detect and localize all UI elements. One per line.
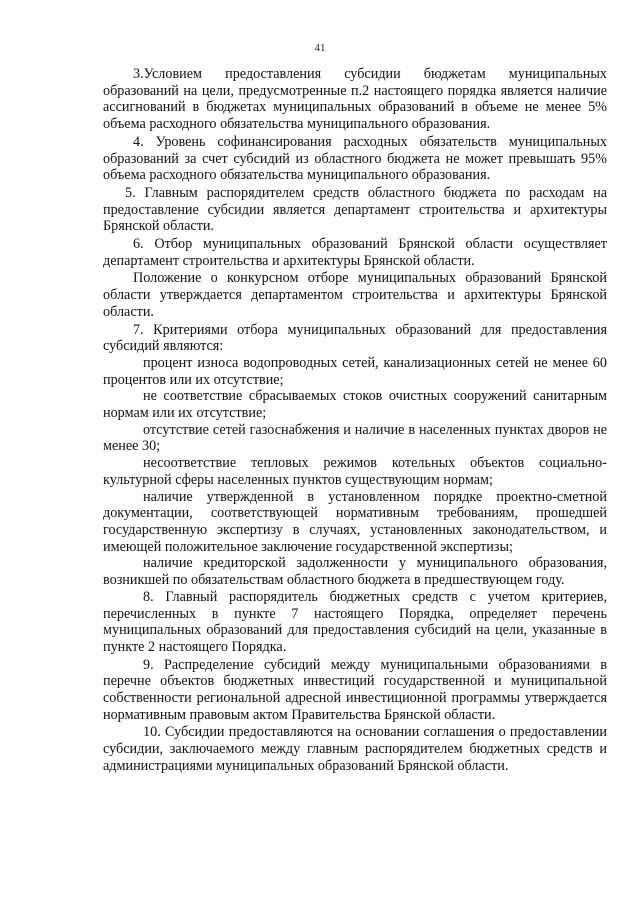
paragraph-5: 5. Главным распорядителем средств областного бюджета по расходам на предоставление субсидии является департамент строительства и архитектуры Брянской области. bbox=[103, 184, 607, 235]
paragraph-9: 9. Распределение субсидий между муниципальными образованиями в перечне объектов бюджетных инвестиций государственной и муниципальной собственности региональной адресной инвестиционной программы утверждается нормативным правовым актом Правительства Брянской области. bbox=[103, 656, 607, 723]
paragraph-regulation: Положение о конкурсном отборе муниципальных образований Брянской области утверждается департаментом строительства и архитектуры Брянской области. bbox=[103, 270, 607, 320]
criterion-debt: наличие кредиторской задолженности у муниципального образования, возникшей по обязательствам областного бюджета в предшествующем году. bbox=[103, 555, 607, 589]
criterion-gas-supply: отсутствие сетей газоснабжения и наличие в населенных пунктах дворов не менее 30; bbox=[103, 421, 607, 455]
paragraph-7: 7. Критериями отбора муниципальных образований для предоставления субсидий являются: bbox=[103, 321, 607, 355]
paragraph-4: 4. Уровень софинансирования расходных обязательств муниципальных образований за счет субсидий из областного бюджета не может превышать 95% объема расходного обязательства муниципального образования. bbox=[103, 133, 607, 184]
criterion-project-documentation: наличие утвержденной в установленном порядке проектно-сметной документации, соответствующей нормативным требованиям, прошедшей государственную экспертизу в случаях, установленных законодательством, и имеющей положительное заключение государственной экспертизы; bbox=[103, 488, 607, 555]
criterion-water-networks: процент износа водопроводных сетей, канализационных сетей не менее 60 процентов или их отсутствие; bbox=[103, 354, 607, 388]
document-body bbox=[103, 66, 607, 775]
paragraph-10: 10. Субсидии предоставляются на основании соглашения о предоставлении субсидии, заключаемого между главным распорядителем бюджетных средств и администрациями муниципальных образований Брянской области. bbox=[103, 724, 607, 774]
page-number: 41 bbox=[314, 42, 326, 54]
paragraph-3: 3.Условием предоставления субсидии бюджетам муниципальных образований на цели, предусмотренные п.2 настоящего порядка является наличие ассигнований в бюджетах муниципальных образований в объеме не менее 5% объема расходного обязательства муниципального образования. bbox=[103, 66, 607, 133]
paragraph-8: 8. Главный распорядитель бюджетных средств с учетом критериев, перечисленных в пункте 7 настоящего Порядка, определяет перечень муниципальных образований для предоставления субсидий на цели, указанные в пункте 2 настоящего Порядка. bbox=[103, 588, 607, 655]
criterion-heating: несоответствие тепловых режимов котельных объектов социально-культурной сферы населенных пунктов существующим нормам; bbox=[103, 455, 607, 488]
criterion-wastewater: не соответствие сбрасываемых стоков очистных сооружений санитарным нормам или их отсутствие; bbox=[103, 388, 607, 422]
paragraph-6: 6. Отбор муниципальных образований Брянской области осуществляет департамент строительства и архитектуры Брянской области. bbox=[103, 236, 607, 269]
